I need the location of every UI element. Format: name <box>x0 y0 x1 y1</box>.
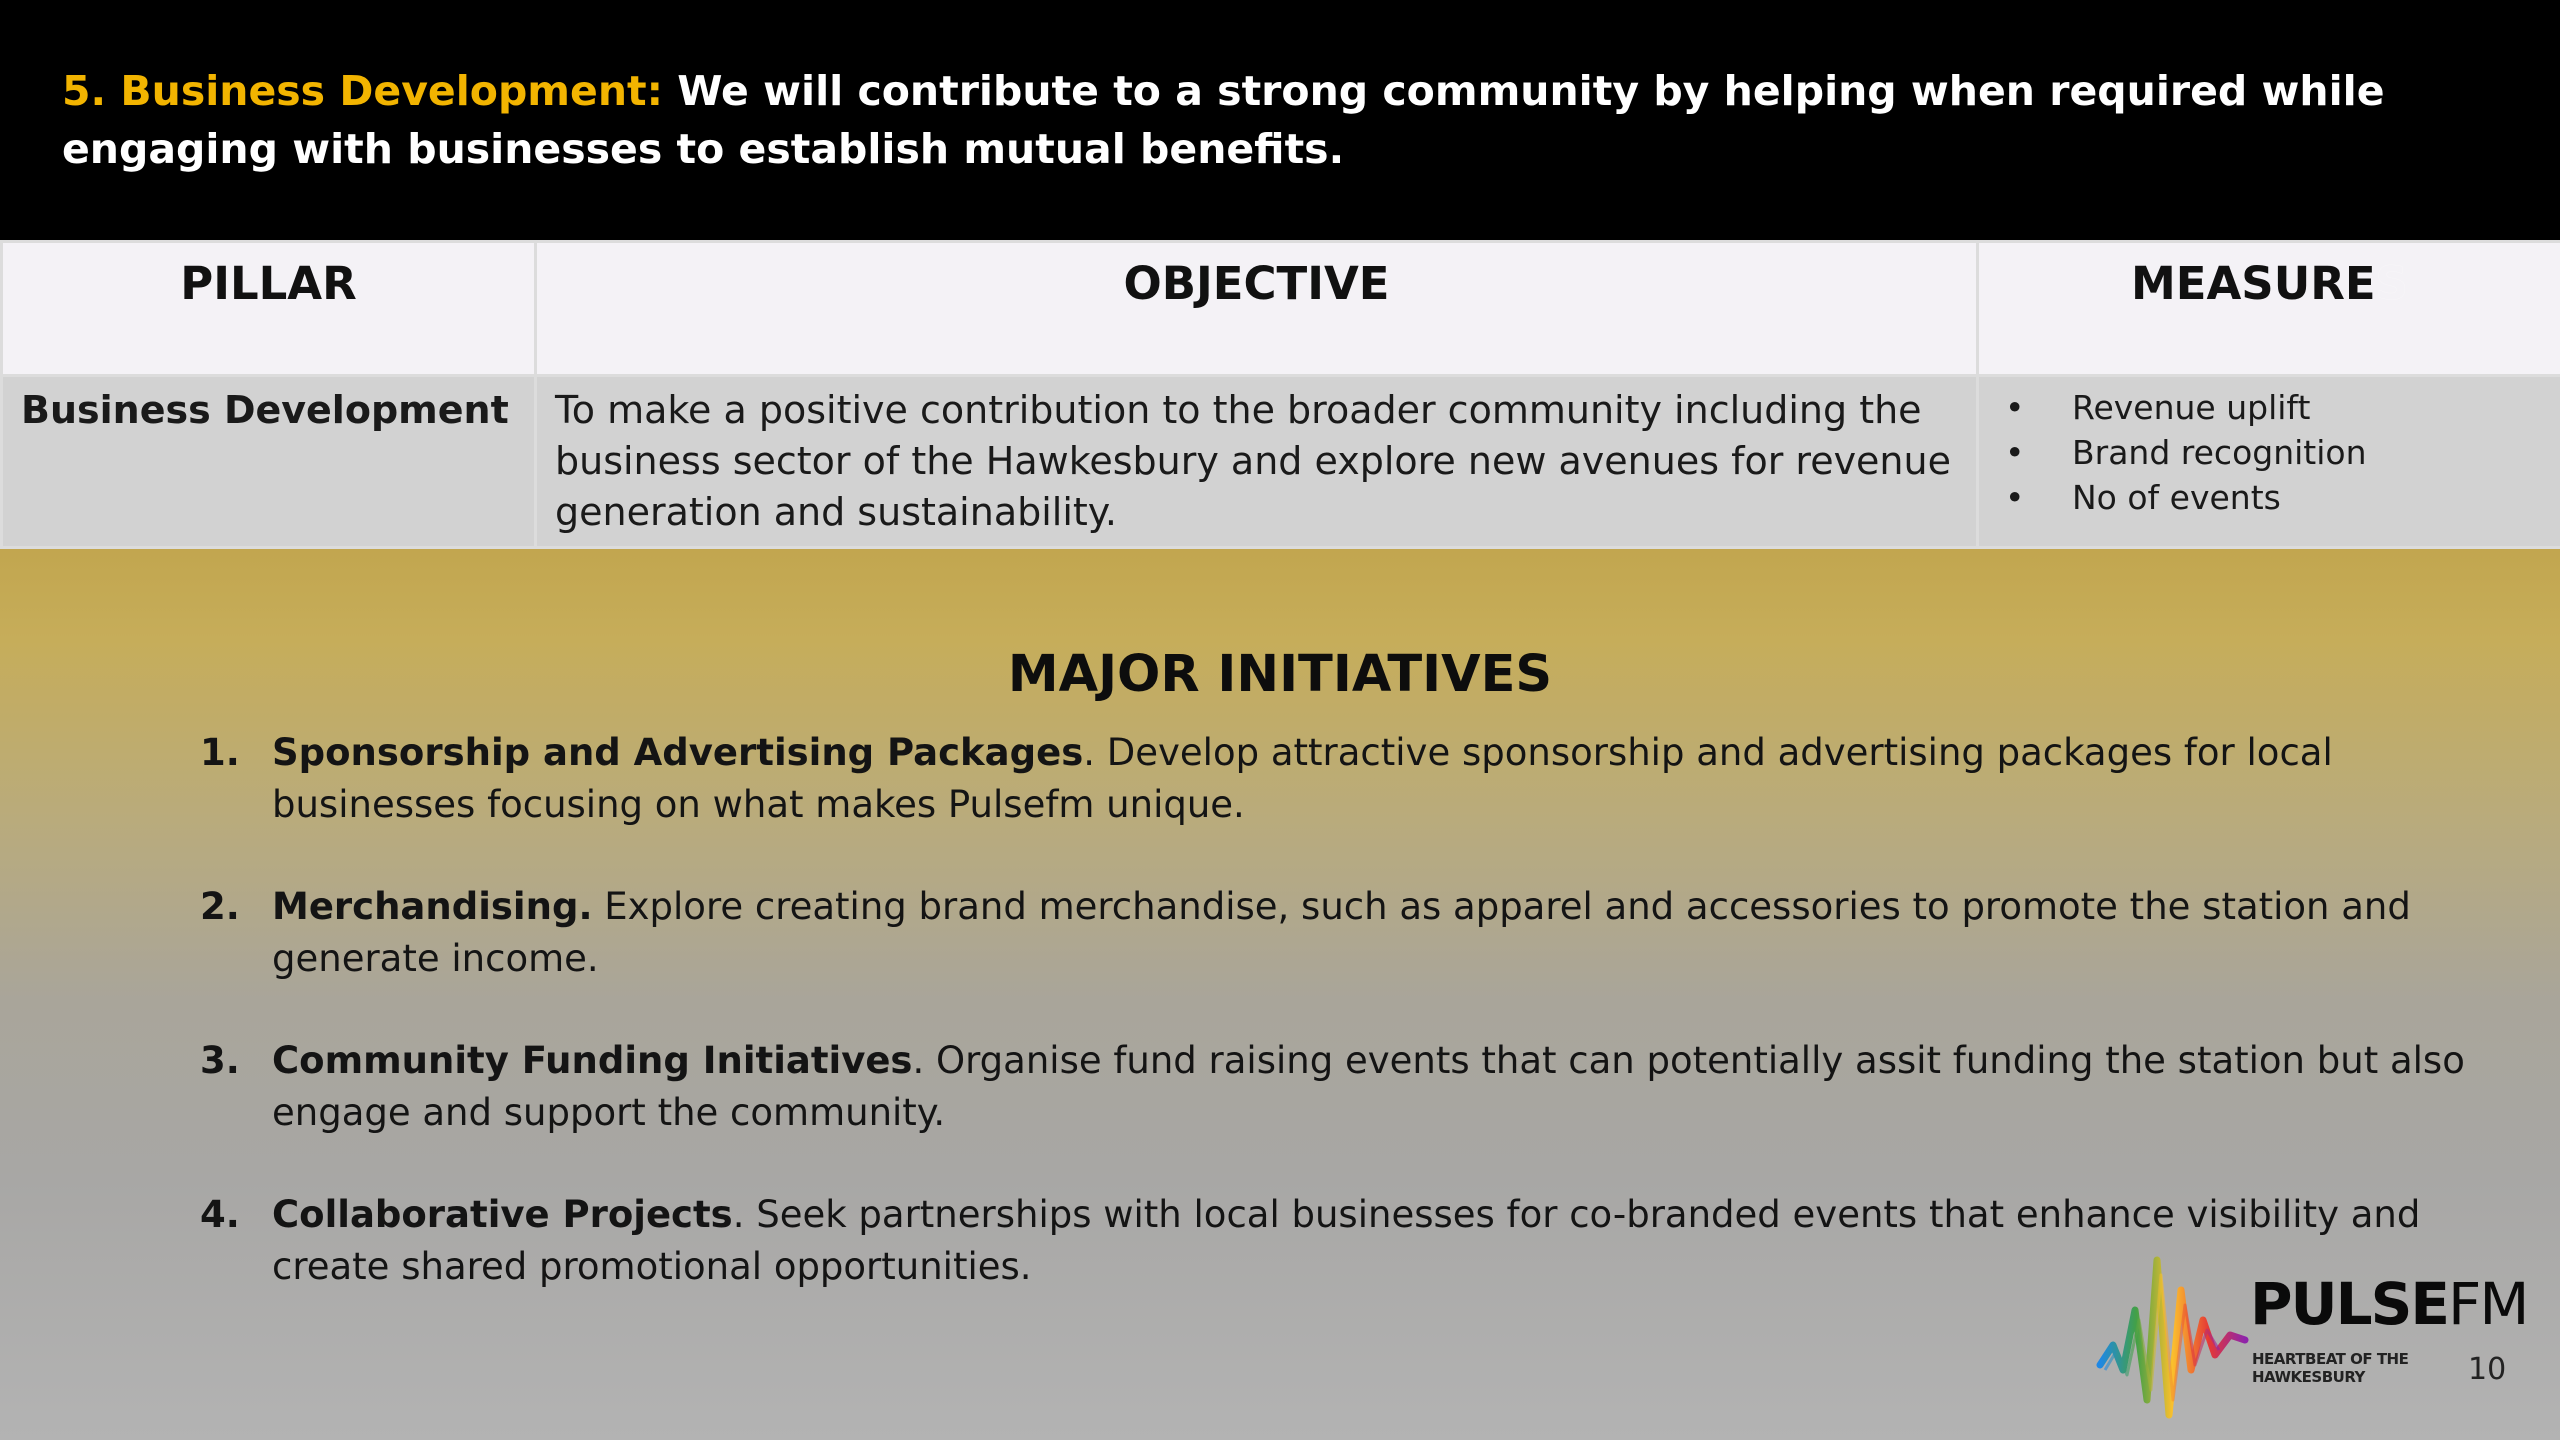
initiative-number: 2. <box>200 885 240 928</box>
measure-item: • No of events <box>1997 475 2542 520</box>
header-measure <box>1978 242 2560 376</box>
header-measure-faded: S <box>2375 257 2409 310</box>
pulse-waveform-icon <box>2095 1250 2255 1420</box>
header-body: We will contribute to a strong community by helping when required while engaging with businesses to establish mutual benefits. <box>62 67 2385 173</box>
measures-cell <box>1978 376 2560 548</box>
initiative-text: . Organise fund raising events that can potentially assit funding the station but also engage and support the community. <box>272 1039 2465 1134</box>
logo-wordmark <box>2250 1270 2527 1338</box>
header-highlight: 5. Business Development: <box>62 67 664 115</box>
initiative-item <box>200 881 2500 985</box>
logo-word-fm: FM <box>2447 1270 2528 1338</box>
header-objective: OBJECTIVE <box>536 242 1978 376</box>
initiative-item <box>200 1035 2500 1139</box>
initiative-lead: Community Funding Initiatives <box>272 1039 913 1082</box>
initiative-number: 4. <box>200 1193 240 1236</box>
table-row <box>2 376 2560 548</box>
initiative-lead: Collaborative Projects <box>272 1193 733 1236</box>
initiatives-title: MAJOR INITIATIVES <box>1007 645 1553 704</box>
pulsefm-logo <box>2095 1250 2528 1420</box>
initiative-number: 1. <box>200 731 240 774</box>
measure-item: • Brand recognition <box>1997 430 2542 475</box>
objective-cell: To make a positive contribution to the broader community including the business sector of the Hawkesbury and explore new avenues for revenue generation and sustainability. <box>536 376 1978 548</box>
logo-tagline: HEARTBEAT OF THE HAWKESBURY <box>2252 1350 2409 1386</box>
header-pillar: PILLAR <box>2 242 536 376</box>
initiative-text: . Seek partnerships with local businesses for co-branded events that enhance visibility and create shared promotional opportunities. <box>272 1193 2421 1288</box>
page-number: 10 <box>2468 1352 2507 1387</box>
pillar-cell: Business Development <box>2 376 536 548</box>
measure-item: • Revenue uplift <box>1997 385 2542 430</box>
initiative-lead: Sponsorship and Advertising Packages <box>272 731 1084 774</box>
logo-word-pulse: PULSE <box>2250 1270 2448 1338</box>
header-measure-label: MEASURE <box>2130 257 2376 310</box>
header-statement <box>62 62 2462 178</box>
table-header-row <box>2 242 2560 376</box>
initiative-item <box>200 727 2500 831</box>
initiative-lead: Merchandising. <box>272 885 593 928</box>
initiative-number: 3. <box>200 1039 240 1082</box>
initiative-text: Explore creating brand merchandise, such as apparel and accessories to promote the station and generate income. <box>272 885 2411 980</box>
initiative-text: . Develop attractive sponsorship and advertising packages for local businesses focusing on what makes Pulsefm unique. <box>272 731 2333 826</box>
slide-header <box>0 0 2560 240</box>
pillar-table <box>0 240 2560 549</box>
measures-list <box>1997 385 2542 520</box>
